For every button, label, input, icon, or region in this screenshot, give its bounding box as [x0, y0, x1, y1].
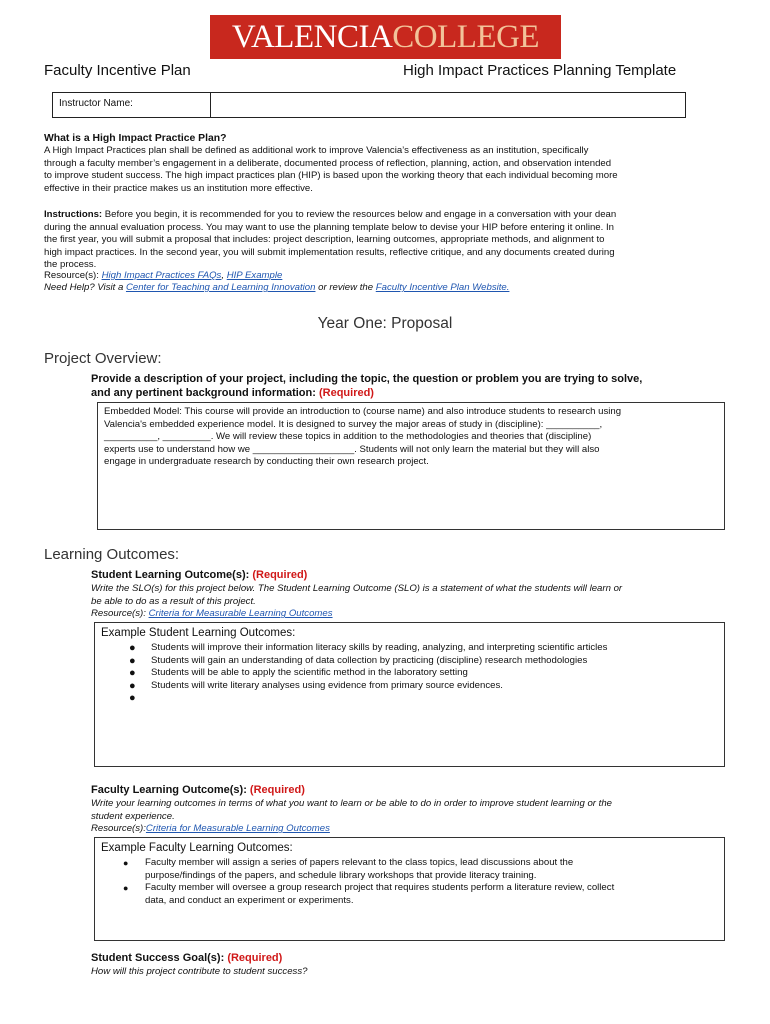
flo-box-title: Example Faculty Learning Outcomes:	[101, 842, 293, 854]
slo-list	[101, 642, 718, 705]
list-item	[101, 667, 718, 680]
instructor-name-table	[52, 92, 686, 118]
flo-description	[91, 798, 731, 836]
resources-line	[44, 270, 282, 283]
instructions-line: high impact practices. In the second year, you will submit implementation results, reflective critique, and any documents created during	[44, 246, 615, 258]
help-mid: or review the	[315, 282, 376, 293]
resources-separator: ,	[221, 270, 227, 281]
slo-item-text	[151, 692, 154, 703]
slo-desc-line: Write the SLO(s) for this project below. The Student Learning Outcome (SLO) is a statement of what the students will learn or	[91, 583, 623, 594]
slo-desc-line: be able to do as a result of this project.	[91, 595, 256, 607]
logo-part1: VALENCIA	[231, 19, 393, 55]
required-tag: (Required)	[318, 386, 374, 399]
list-item	[101, 655, 718, 668]
resources-label: Resource(s):	[44, 270, 102, 281]
project-prompt-line1: Provide a description of your project, including the topic, the question or problem you are trying to solve,	[91, 373, 643, 385]
flo-label: Faculty Learning Outcome(s):	[91, 784, 250, 796]
bullet-icon: ●	[123, 883, 129, 893]
slo-item-text: Students will improve their information literacy skills by reading, analyzing, and interpreting scientific articles	[151, 642, 608, 653]
help-line	[44, 282, 509, 295]
slo-description	[91, 583, 731, 621]
list-item	[101, 692, 718, 705]
slo-box-title: Example Student Learning Outcomes:	[101, 627, 296, 639]
ssg-description: How will this project contribute to student success?	[91, 966, 308, 977]
bullet-icon: ●	[129, 679, 136, 692]
header-right-title: High Impact Practices Planning Template	[403, 62, 677, 79]
list-item	[101, 642, 718, 655]
help-prefix: Need Help? Visit a	[44, 282, 126, 293]
flo-list	[101, 857, 718, 907]
instructions-line: the process.	[44, 259, 97, 271]
instructor-name-label: Instructor Name:	[53, 93, 211, 117]
slo-item-text: Students will write literary analyses using evidence from primary source evidences.	[151, 679, 503, 691]
slo-item-text: Students will be able to apply the scientific method in the laboratory setting	[151, 667, 468, 678]
learning-outcomes-heading: Learning Outcomes:	[44, 546, 180, 563]
slo-resource-label: Resource(s):	[91, 608, 149, 620]
slo-item-text: Students will gain an understanding of data collection by practicing (discipline) research methodologies	[151, 654, 588, 666]
list-item	[101, 680, 718, 693]
what-is-line: to improve student success. The high impact practices plan (HIP) is based upon the working theory that each individual becoming more	[44, 170, 618, 182]
instructions-paragraph	[44, 209, 729, 272]
slo-label: Student Learning Outcome(s):	[91, 569, 253, 581]
flo-item-line: data, and conduct an experiment or experiments.	[145, 894, 354, 906]
logo-part2: COLLEGE	[392, 19, 540, 55]
instructions-label: Instructions:	[44, 209, 103, 220]
instructions-line: Before you begin, it is recommended for you to review the resources below and engage in a conversation with your dean	[102, 209, 617, 220]
flo-criteria-link[interactable]: Criteria for Measurable Learning Outcomes	[145, 823, 330, 835]
project-description-box[interactable]	[97, 402, 725, 530]
required-tag: (Required)	[249, 784, 305, 796]
instructions-line: the first year, you will submit a proposal that includes: project description, learning outcomes, appropriate methods, and alignment to	[44, 234, 605, 246]
required-tag: (Required)	[227, 952, 283, 964]
project-box-line: Embedded Model: This course will provide an introduction to (course name) and also introduce students to research using	[104, 406, 622, 417]
slo-heading	[91, 569, 307, 583]
flo-resource-label: Resource(s):	[91, 823, 146, 835]
header-left-title: Faculty Incentive Plan	[44, 62, 191, 79]
project-box-line: engage in undergraduate research by conducting their own research project.	[104, 456, 429, 468]
hip-example-link[interactable]: HIP Example	[226, 270, 283, 281]
project-prompt-line2: and any pertinent background information:	[91, 386, 319, 399]
ssg-label: Student Success Goal(s):	[91, 952, 228, 964]
flo-item-line: Faculty member will oversee a group research project that requires students perform a literature review, collect	[145, 882, 615, 893]
flo-item-line: Faculty member will assign a series of papers relevant to the class topics, lead discussions about the	[145, 857, 574, 868]
project-box-line: experts use to understand how we ___________________. Students will not only learn the material but they will also	[104, 443, 600, 455]
bullet-icon: ●	[129, 654, 136, 667]
what-is-heading: What is a High Impact Practice Plan?	[44, 133, 227, 144]
flo-desc-line: student experience.	[91, 810, 175, 822]
project-box-line: __________, _________. We will review these topics in addition to the methodologies and theories that (discipline)	[104, 431, 592, 443]
project-overview-heading: Project Overview:	[44, 350, 162, 367]
slo-criteria-link[interactable]: Criteria for Measurable Learning Outcomes	[148, 608, 333, 620]
ssg-heading	[91, 952, 282, 966]
instructor-name-field[interactable]	[211, 93, 685, 117]
what-is-line: through a faculty member’s engagement in a deliberate, documented process of reflection, planning, action, and observation intended	[44, 157, 612, 169]
bullet-icon: ●	[129, 642, 136, 654]
bullet-icon: ●	[129, 667, 136, 679]
what-is-line: effective in their practice makes us an institution more effective.	[44, 182, 313, 194]
what-is-line: A High Impact Practices plan shall be defined as additional work to improve Valencia’s effectiveness as an institution, specifically	[44, 145, 589, 156]
bullet-icon: ●	[129, 692, 136, 704]
flo-heading	[91, 784, 305, 798]
ctli-link[interactable]: Center for Teaching and Learning Innovation	[125, 282, 316, 293]
year-one-title: Year One: Proposal	[317, 315, 453, 332]
what-is-paragraph	[44, 145, 729, 195]
flo-item-line: purpose/findings of the papers, and schedule library workshops that provide literacy training.	[145, 869, 537, 881]
bullet-icon: ●	[123, 858, 129, 868]
instructions-line: during the annual evaluation process. You may want to use the planning template below to devise your HIP before entering it online. In	[44, 221, 614, 233]
slo-example-box[interactable]	[94, 622, 725, 767]
list-item	[101, 857, 718, 882]
flo-desc-line: Write your learning outcomes in terms of what you want to learn or be able to do in order to improve student learning or the	[91, 798, 612, 809]
fip-website-link[interactable]: Faculty Incentive Plan Website.	[375, 282, 510, 293]
valencia-college-logo	[210, 15, 561, 59]
list-item	[101, 882, 718, 907]
required-tag: (Required)	[252, 569, 308, 581]
project-prompt	[91, 373, 731, 400]
hip-faqs-link[interactable]: High Impact Practices FAQs	[101, 270, 222, 281]
flo-example-box[interactable]	[94, 837, 725, 941]
project-box-line: Valencia's embedded experience model. It is designed to survey the major areas of study in (discipline): __________,	[104, 418, 603, 430]
